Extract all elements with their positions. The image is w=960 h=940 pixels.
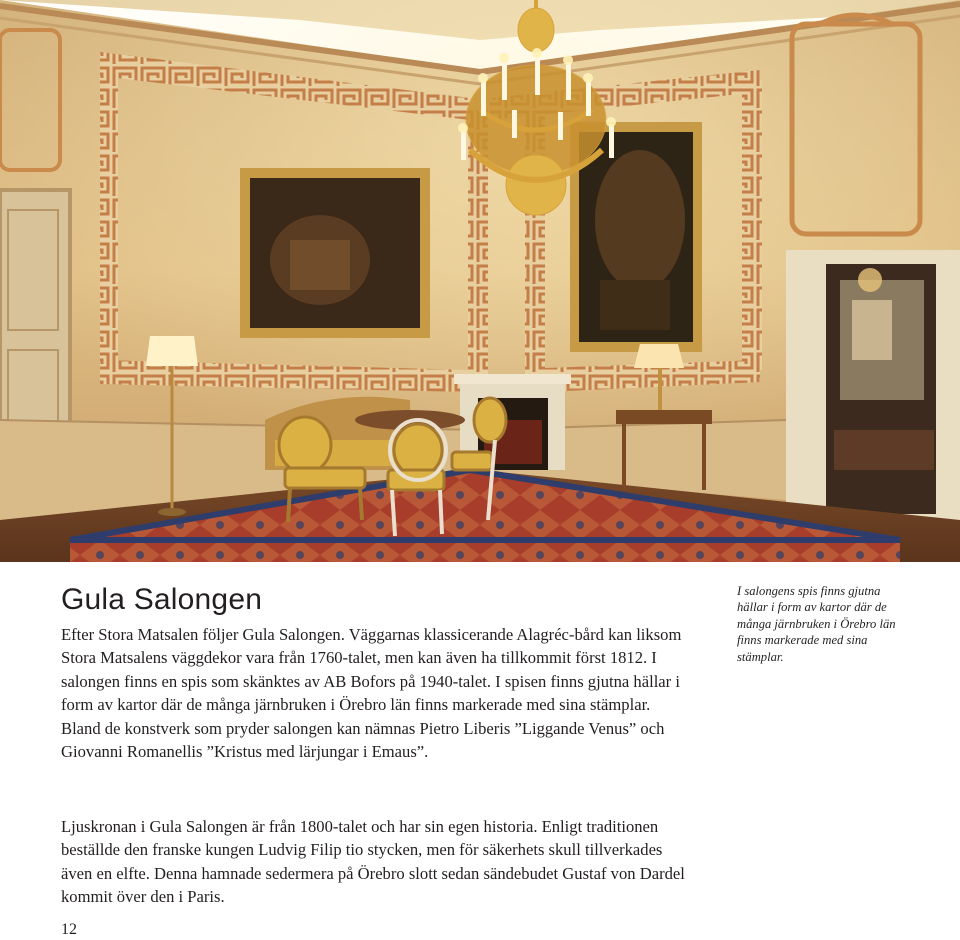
body-paragraph-2: Ljuskronan i Gula Salongen är från 1800-talet och har sin egen historia. Enligt traditionen beställde den franske kungen Ludvig Filip tio stycken, men för säkerhets skull tillverkades även en elfte. Denna hamnade sedermera på Örebro slott sedan sändebudet Gustaf von Dardel kommit över den i Paris.: [61, 817, 685, 907]
body-paragraph-1: Efter Stora Matsalen följer Gula Salongen. Väggarnas klassicerande Alagréc-bård kan liksom Stora Matsalens väggdekor vara från 1760-talet, men kan även ha tillkommit först 1812. I salongen finns en spis som skänktes av AB Bofors på 1940-talet. I spisen finns gjutna hällar i form av kartor där de många järnbruken i Örebro län finns markerade med sina stämplar. Bland de konstverk som pryder salongen kan nämnas Pietro Liberis ”Liggande Venus” och Giovanni Romanellis ”Kristus med lärjungar i Emaus”.: [61, 625, 682, 762]
page-number: 12: [61, 921, 77, 938]
page-title: Gula Salongen: [61, 583, 263, 616]
photo-caption: I salongens spis finns gjutna hällar i form av kartor där de många järnbruken i Örebro län finns markerade med sina stämplar.: [737, 584, 896, 664]
